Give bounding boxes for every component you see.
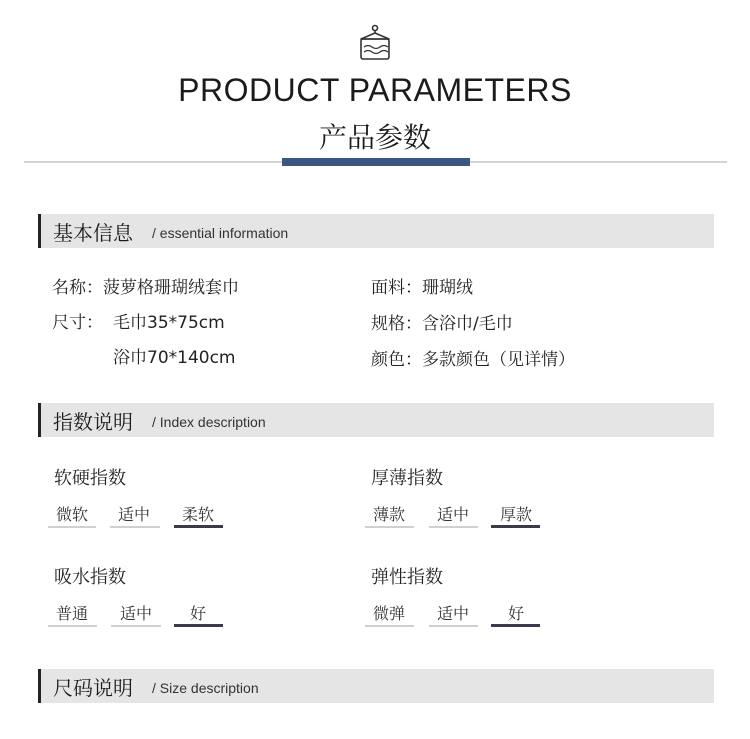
info-size-bath: 浴巾70*140cm [113,348,236,368]
index-option-selected: 厚款 [499,505,532,524]
index-option-underline [110,526,160,528]
towel-hanger-icon [355,24,395,64]
section-title-cn: 指数说明 [53,410,133,434]
info-size-towel: 毛巾35*75cm [113,313,225,333]
index-option-selected-underline [174,525,223,528]
index-option: 普通 [55,604,88,623]
section-title-en: / Index description [152,414,266,430]
index-option-underline [48,625,97,627]
section-header-size [38,669,714,703]
index-title-softness: 软硬指数 [54,468,126,489]
index-title-thickness: 厚薄指数 [371,468,443,489]
section-header-index [38,403,714,437]
info-spec: 规格：含浴巾/毛巾 [371,314,513,334]
index-option-underline [48,526,96,528]
index-option-selected: 柔软 [181,505,214,524]
section-marker [38,403,41,437]
index-option: 微软 [55,505,88,524]
index-option: 适中 [119,604,152,623]
page-title-cn: 产品参数 [318,121,431,154]
section-title-cn: 尺码说明 [53,676,133,700]
index-title-absorbency: 吸水指数 [54,567,126,588]
info-name: 名称：菠萝格珊瑚绒套巾 [52,278,239,298]
index-option: 适中 [436,505,469,524]
index-option-underline [365,625,414,627]
index-option: 适中 [436,604,469,623]
index-option-selected: 好 [189,604,206,623]
header-accent-bar [282,158,470,166]
index-option-underline [429,526,478,528]
index-option-underline [111,625,161,627]
index-option: 薄款 [372,505,405,524]
index-option-selected-underline [491,525,540,528]
index-option-selected-underline [174,624,223,627]
index-title-elasticity: 弹性指数 [371,567,443,588]
section-title-cn: 基本信息 [53,221,133,245]
section-title-en: / essential information [152,225,289,241]
index-option-underline [429,625,478,627]
info-fabric: 面料：珊瑚绒 [371,278,473,298]
info-size-label: 尺寸： [52,313,103,333]
section-title-en: / Size description [152,680,259,696]
section-marker [38,669,41,703]
section-header-basic-info [38,214,714,248]
index-option-selected-underline [491,624,540,627]
index-option-underline [365,526,414,528]
index-option: 适中 [117,505,150,524]
index-option-selected: 好 [507,604,524,623]
index-option: 微弹 [372,604,405,623]
section-marker [38,214,41,248]
info-color: 颜色：多款颜色（见详情） [371,350,575,370]
page-title-en: PRODUCT PARAMETERS [178,72,572,108]
